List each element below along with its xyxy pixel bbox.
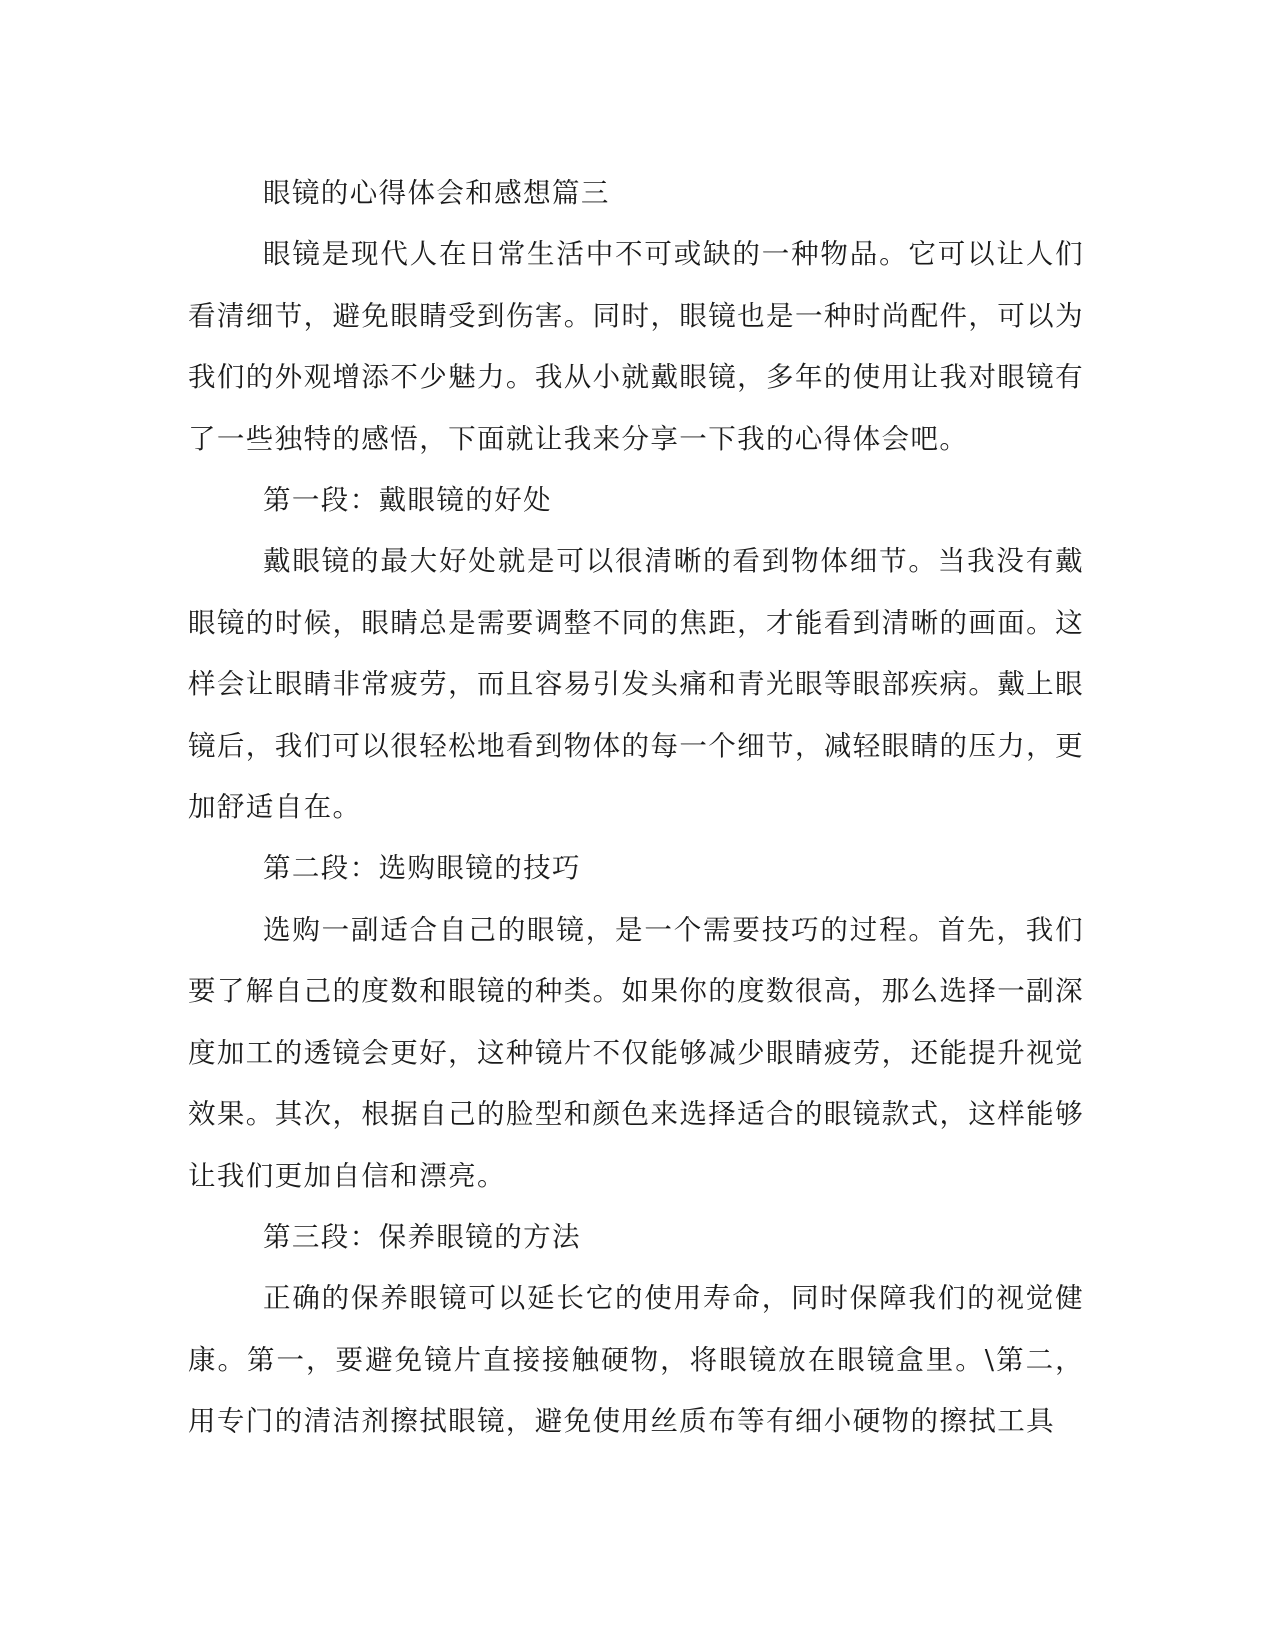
section-1-heading: 第一段：戴眼镜的好处 [263,484,552,517]
section-2-paragraph: 选购一副适合自己的眼镜，是一个需要技巧的过程。首先，我们要了解自己的度数和眼镜的种类。如果你的度数很高，那么选择一副深度加工的透镜会更好，这种镜片不仅能够减少眼睛疲劳，还能提升视觉效果。其次，根据自己的脸型和颜色来选择适合的眼镜款式，这样能够让我们更加自信和漂亮。 [188,913,1084,1192]
section-2-heading: 第二段：选购眼镜的技巧 [263,852,581,885]
intro-paragraph: 眼镜是现代人在日常生活中不可或缺的一种物品。它可以让人们看清细节，避免眼睛受到伤害。同时，眼镜也是一种时尚配件，可以为我们的外观增添不少魅力。我从小就戴眼镜，多年的使用让我对眼镜有了一些独特的感悟，下面就让我来分享一下我的心得体会吧。 [188,238,1084,455]
section-3-paragraph: 正确的保养眼镜可以延长它的使用寿命，同时保障我们的视觉健康。第一，要避免镜片直接接触硬物，将眼镜放在眼镜盒里。\第二，用专门的清洁剂擦拭眼镜，避免使用丝质布等有细小硬物的擦拭工具 [188,1282,1084,1438]
section-1-paragraph: 戴眼镜的最大好处就是可以很清晰的看到物体细节。当我没有戴眼镜的时候，眼睛总是需要调整不同的焦距，才能看到清晰的画面。这样会让眼睛非常疲劳，而且容易引发头痛和青光眼等眼部疾病。戴上眼镜后，我们可以很轻松地看到物体的每一个细节，减轻眼睛的压力，更加舒适自在。 [188,545,1084,824]
document-body [188,163,1084,1453]
document-title: 眼镜的心得体会和感想篇三 [263,177,610,209]
section-3-heading: 第三段：保养眼镜的方法 [263,1220,581,1253]
